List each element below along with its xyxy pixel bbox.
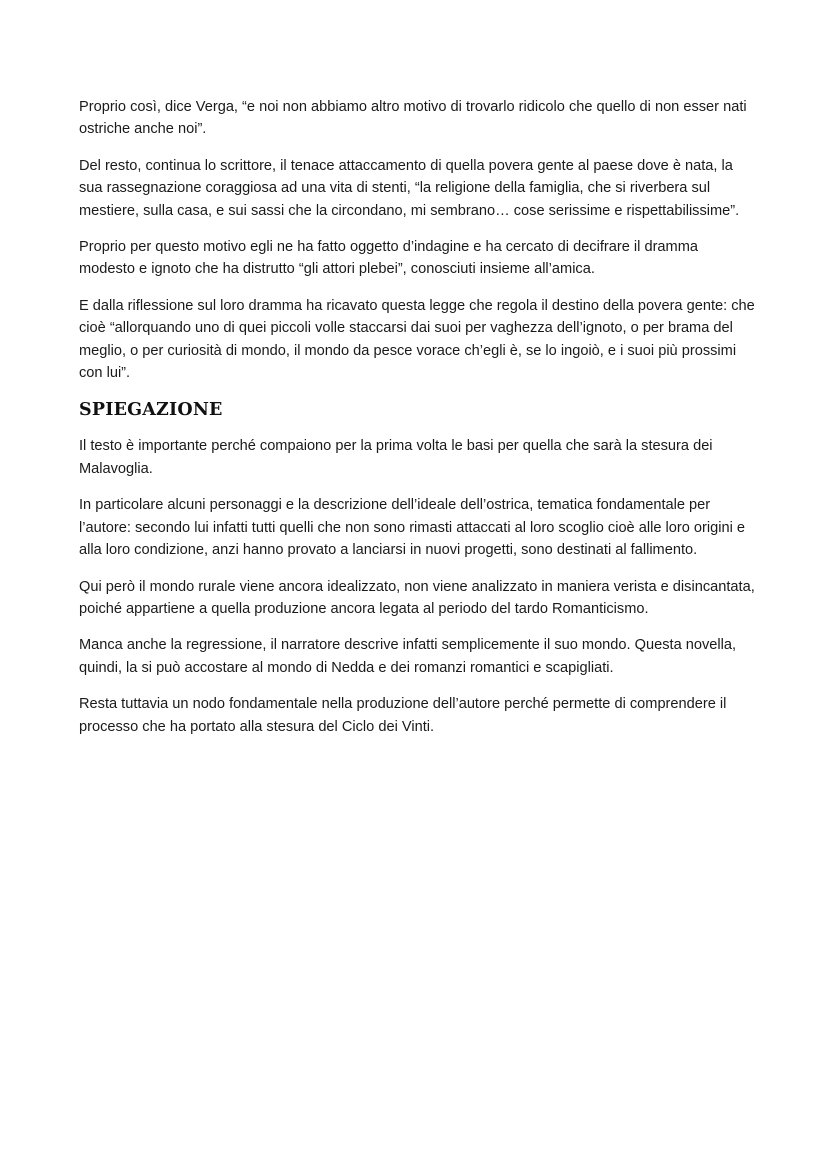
paragraph: Del resto, continua lo scrittore, il tenace attaccamento di quella povera gente al paese dove è nata, la sua rassegnazione coraggiosa ad una vita di stenti, “la religione della famiglia, che si riverbera sul mestiere, sulla casa, e sui sassi che la circondano, mi sembrano… cose serissime e rispettabilissime”.: [79, 157, 740, 219]
section-heading: SPIEGAZIONE: [79, 400, 223, 421]
paragraph: Proprio così, dice Verga, “e noi non abbiamo altro motivo di trovarlo ridicolo che quello di non esser nati ostriche anche noi”.: [79, 99, 747, 138]
document-body: [79, 96, 755, 752]
paragraph: In particolare alcuni personaggi e la descrizione dell’ideale dell’ostrica, tematica fondamentale per l’autore: secondo lui infatti tutti quelli che non sono rimasti attaccati al loro scoglio cioè alle loro origini e alla loro condizione, anzi hanno provato a lanciarsi in nuovi progetti, sono destinati al fallimento.: [79, 497, 745, 559]
paragraph: Resta tuttavia un nodo fondamentale nella produzione dell’autore perché permette di comprendere il processo che ha portato alla stesura del Ciclo dei Vinti.: [79, 696, 727, 735]
paragraph: Qui però il mondo rurale viene ancora idealizzato, non viene analizzato in maniera verista e disincantata, poiché appartiene a quella produzione ancora legata al periodo del tardo Romanticismo.: [79, 578, 755, 617]
paragraph: E dalla riflessione sul loro dramma ha ricavato questa legge che regola il destino della povera gente: che cioè “allorquando uno di quei piccoli volle staccarsi dai suoi per vaghezza dell’ignoto, o per brama del meglio, o per curiosità di mondo, il mondo da pesce vorace ch’egli è, se lo ingoiò, e i suoi più prossimi con lui”.: [79, 297, 755, 382]
paragraph: Manca anche la regressione, il narratore descrive infatti semplicemente il suo mondo. Questa novella, quindi, la si può accostare al mondo di Nedda e dei romanzi romantici e scapigliati.: [79, 637, 737, 676]
paragraph: Il testo è importante perché compaiono per la prima volta le basi per quella che sarà la stesura dei Malavoglia.: [79, 438, 713, 477]
paragraph: Proprio per questo motivo egli ne ha fatto oggetto d’indagine e ha cercato di decifrare il dramma modesto e ignoto che ha distrutto “gli attori plebei”, conosciuti insieme all’amica.: [79, 239, 698, 278]
